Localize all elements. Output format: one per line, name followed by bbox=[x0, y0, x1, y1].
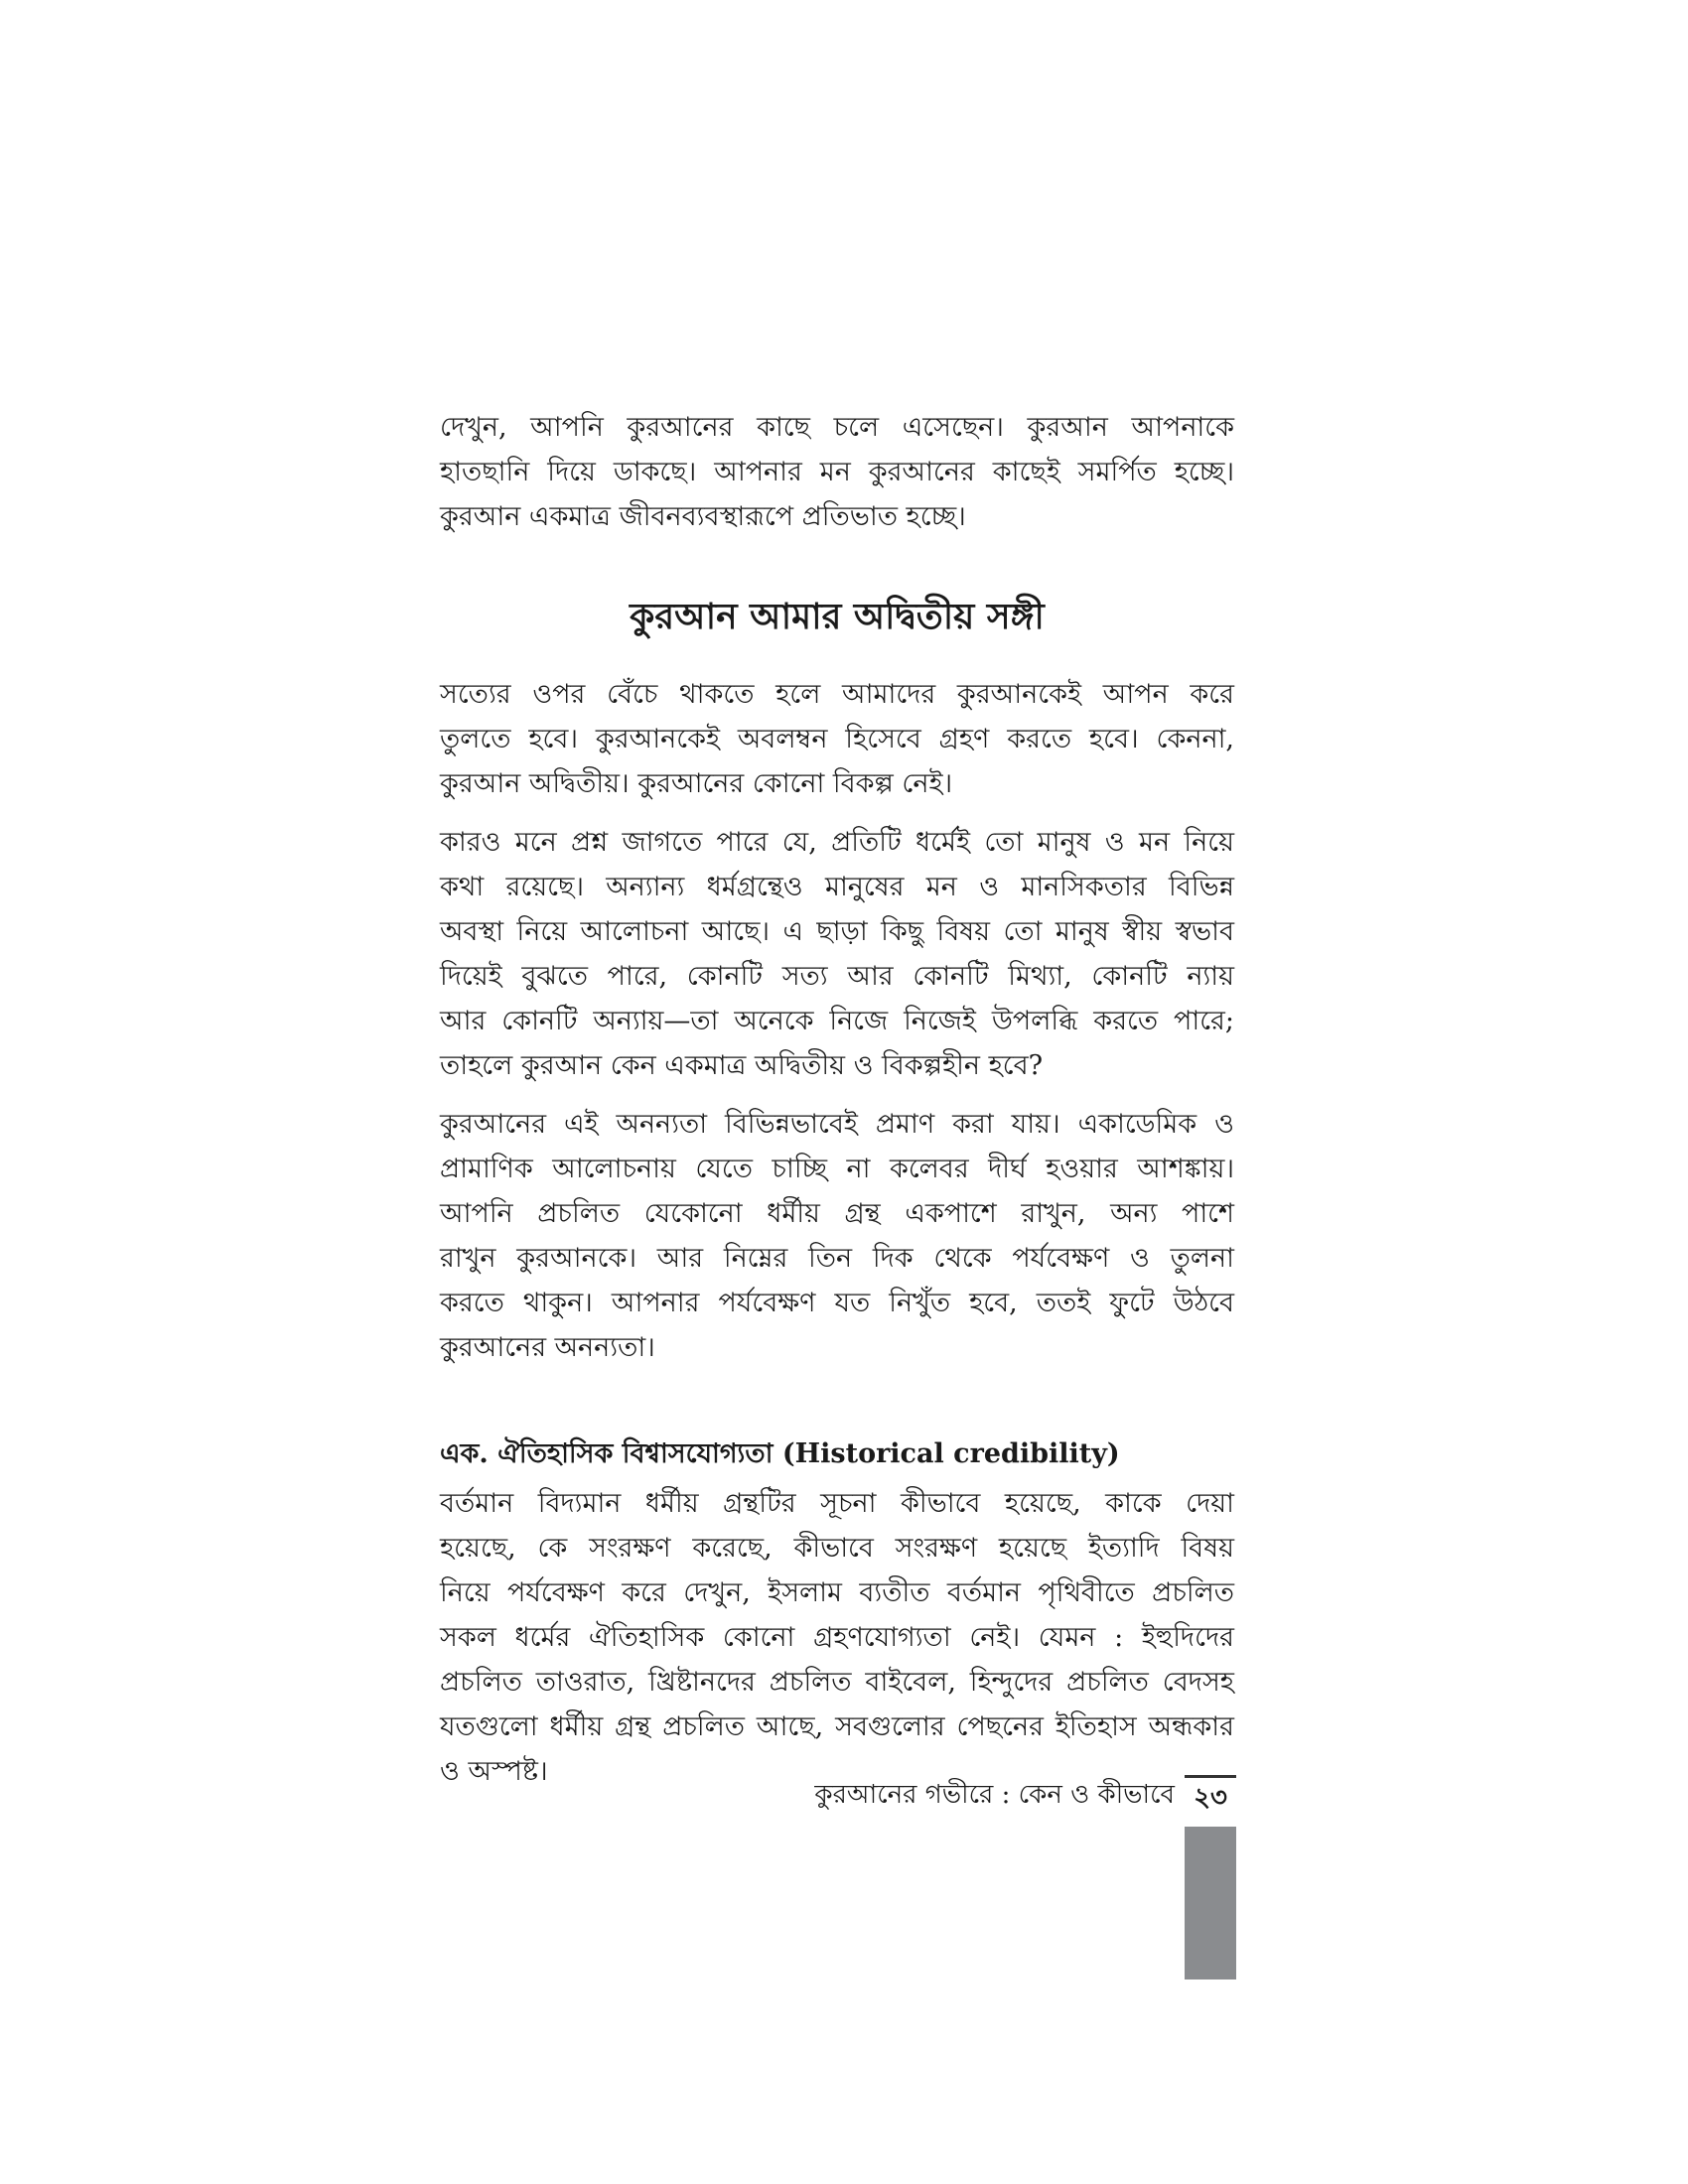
paragraph-line: কুরআনের এই অনন্যতা বিভিন্নভাবেই প্রমাণ করা যায়। একাডেমিক ও bbox=[440, 1109, 1234, 1140]
paragraph-line: সকল ধর্মের ঐতিহাসিক কোনো গ্রহণযোগ্যতা নেই। যেমন : ইহুদিদের bbox=[440, 1622, 1234, 1653]
section-title: কুরআন আমার অদ্বিতীয় সঙ্গী bbox=[630, 596, 1045, 637]
paragraph-line: বর্তমান বিদ্যমান ধর্মীয় গ্রন্থটির সূচনা কীভাবে হয়েছে, কাকে দেয়া bbox=[440, 1488, 1234, 1519]
paragraph-line: কুরআন অদ্বিতীয়। কুরআনের কোনো বিকল্প নেই। bbox=[440, 768, 953, 799]
thumb-index-tab bbox=[1185, 1827, 1236, 1979]
paragraph-line: তুলতে হবে। কুরআনকেই অবলম্বন হিসেবে গ্রহণ করতে হবে। কেননা, bbox=[440, 724, 1234, 754]
intro-paragraph bbox=[440, 405, 1234, 539]
paragraph-line: কথা রয়েছে। অন্যান্য ধর্মগ্রন্থেও মানুষের মন ও মানসিকতার বিভিন্ন bbox=[440, 872, 1234, 902]
paragraph-line: হাতছানি দিয়ে ডাকছে। আপনার মন কুরআনের কাছেই সমর্পিত হচ্ছে। bbox=[440, 457, 1234, 487]
paragraph-4 bbox=[440, 1481, 1234, 1794]
paragraph-line: আর কোনটি অন্যায়—তা অনেকে নিজে নিজেই উপলব্ধি করতে পারে; bbox=[440, 1006, 1234, 1036]
paragraph-line: অবস্থা নিয়ে আলোচনা আছে। এ ছাড়া কিছু বিষয় তো মানুষ স্বীয় স্বভাব bbox=[440, 916, 1234, 947]
paragraph-line: দেখুন, আপনি কুরআনের কাছে চলে এসেছেন। কুরআন আপনাকে bbox=[440, 412, 1234, 443]
paragraph-line: ও অস্পষ্ট। bbox=[440, 1756, 548, 1787]
paragraph-line: দিয়েই বুঝতে পারে, কোনটি সত্য আর কোনটি মিথ্যা, কোনটি ন্যায় bbox=[440, 961, 1234, 992]
paragraph-3 bbox=[440, 1102, 1234, 1370]
paragraph-line: রাখুন কুরআনকে। আর নিম্নের তিন দিক থেকে পর্যবেক্ষণ ও তুলনা bbox=[440, 1243, 1234, 1274]
paragraph-line: সত্যের ওপর বেঁচে থাকতে হলে আমাদের কুরআনকেই আপন করে bbox=[440, 679, 1234, 710]
page-body bbox=[440, 405, 1234, 1808]
paragraph-line: কুরআনের অনন্যতা। bbox=[440, 1332, 655, 1363]
page-footer bbox=[765, 1775, 1236, 1815]
paragraph-line: প্রামাণিক আলোচনায় যেতে চাচ্ছি না কলেবর দীর্ঘ হওয়ার আশঙ্কায়। bbox=[440, 1154, 1234, 1184]
paragraph-line: হয়েছে, কে সংরক্ষণ করেছে, কীভাবে সংরক্ষণ হয়েছে ইত্যাদি বিষয় bbox=[440, 1533, 1234, 1564]
paragraph-line: যতগুলো ধর্মীয় গ্রন্থ প্রচলিত আছে, সবগুলোর পেছনের ইতিহাস অন্ধকার bbox=[440, 1711, 1234, 1742]
running-footer-title: কুরআনের গভীরে : কেন ও কীভাবে bbox=[814, 1780, 1175, 1810]
paragraph-line: কুরআন একমাত্র জীবনব্যবস্থারূপে প্রতিভাত হচ্ছে। bbox=[440, 501, 966, 532]
paragraph-line: তাহলে কুরআন কেন একমাত্র অদ্বিতীয় ও বিকল্পহীন হবে? bbox=[440, 1050, 1044, 1081]
page-number: ২৩ bbox=[1185, 1775, 1236, 1818]
paragraph-1 bbox=[440, 672, 1234, 806]
subheading: এক. ঐতিহাসিক বিশ্বাসযোগ্যতা (Historical credibility) bbox=[440, 1438, 1120, 1469]
paragraph-line: নিয়ে পর্যবেক্ষণ করে দেখুন, ইসলাম ব্যতীত বর্তমান পৃথিবীতে প্রচলিত bbox=[440, 1577, 1234, 1608]
paragraph-2 bbox=[440, 820, 1234, 1088]
paragraph-line: আপনি প্রচলিত যেকোনো ধর্মীয় গ্রন্থ একপাশে রাখুন, অন্য পাশে bbox=[440, 1198, 1234, 1229]
paragraph-line: করতে থাকুন। আপনার পর্যবেক্ষণ যত নিখুঁত হবে, ততই ফুটে উঠবে bbox=[440, 1288, 1234, 1318]
paragraph-line: প্রচলিত তাওরাত, খ্রিষ্টানদের প্রচলিত বাইবেল, হিন্দুদের প্রচলিত বেদসহ bbox=[440, 1667, 1234, 1698]
paragraph-line: কারও মনে প্রশ্ন জাগতে পারে যে, প্রতিটি ধর্মেই তো মানুষ ও মন নিয়ে bbox=[440, 827, 1234, 858]
